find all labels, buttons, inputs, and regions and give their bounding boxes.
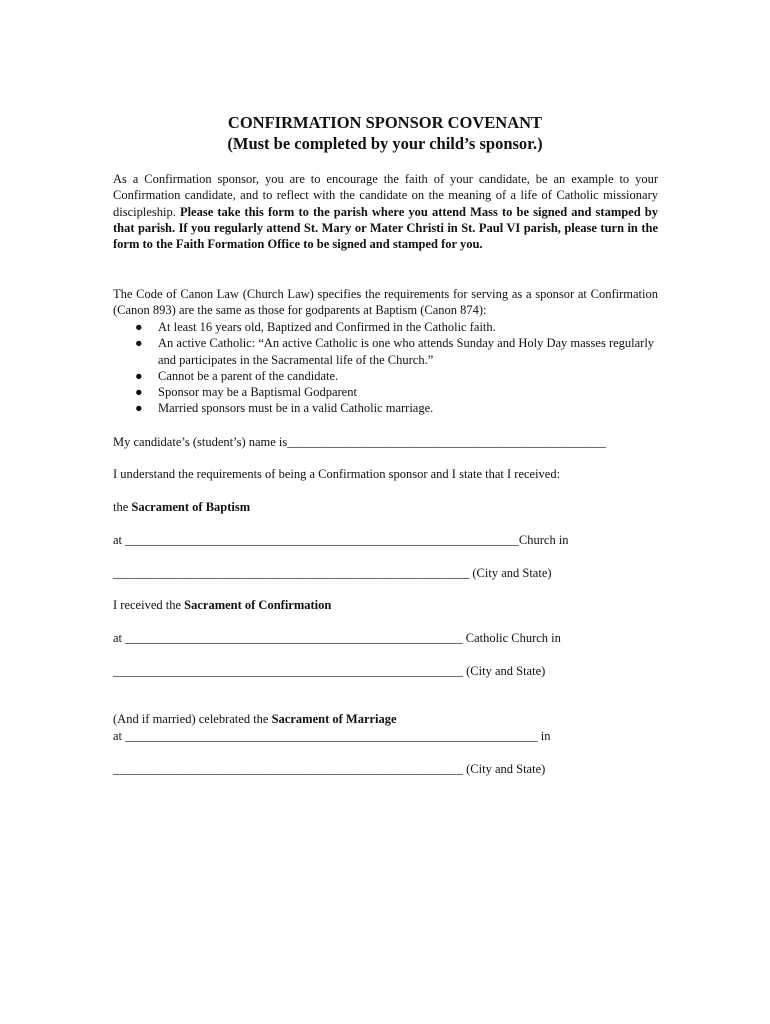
canon-paragraph: The Code of Canon Law (Church Law) specifies the requirements for serving as a sponsor at Confirmation (Canon 893) are the same as those for godparents at Baptism (Canon 874): bbox=[113, 287, 658, 318]
marriage-heading: (And if married) celebrated the Sacrament of Marriage bbox=[113, 712, 397, 726]
requirement-text: At least 16 years old, Baptized and Confirmed in the Catholic faith. bbox=[158, 320, 496, 334]
list-item bbox=[113, 384, 658, 400]
confirmation-label: Sacrament of Confirmation bbox=[184, 598, 332, 612]
understand-statement: I understand the requirements of being a Confirmation sponsor and I state that I received: bbox=[113, 467, 561, 481]
list-item bbox=[113, 335, 658, 368]
marriage-label: Sacrament of Marriage bbox=[271, 712, 397, 726]
intro-paragraph bbox=[113, 171, 658, 252]
list-item bbox=[113, 319, 658, 335]
baptism-church-field[interactable]: at _______________________________________________________________Church in bbox=[113, 533, 569, 547]
requirement-text: Cannot be a parent of the candidate. bbox=[158, 368, 339, 383]
list-item bbox=[113, 400, 658, 416]
document-subtitle: (Must be completed by your child’s sponsor.) bbox=[227, 134, 543, 153]
bullet-icon: ● bbox=[135, 385, 143, 400]
candidate-name-field[interactable]: My candidate’s (student’s) name is___________________________________________________ bbox=[113, 435, 607, 449]
requirements-list bbox=[113, 319, 658, 417]
baptism-heading: the Sacrament of Baptism bbox=[113, 500, 251, 514]
document-title: CONFIRMATION SPONSOR COVENANT bbox=[227, 113, 543, 132]
bullet-icon: ● bbox=[135, 401, 143, 416]
confirmation-church-field[interactable]: at ______________________________________________________ Catholic Church in bbox=[113, 631, 561, 645]
requirement-text: Married sponsors must be in a valid Catholic marriage. bbox=[158, 401, 434, 416]
marriage-church-field[interactable]: at __________________________________________________________________ in bbox=[113, 729, 551, 743]
requirement-text: An active Catholic: “An active Catholic is one who attends Sunday and Holy Day masses regularly and participates in the Sacramental life of the Church.” bbox=[158, 336, 655, 367]
bullet-icon: ● bbox=[135, 368, 143, 383]
intro-text: As a Confirmation sponsor, you are to encourage the faith of your candidate, be an example to your Confirmation candidate, and to reflect with the candidate on the meaning of a life of Catholic missionary discipleship. bbox=[113, 172, 658, 219]
list-item bbox=[113, 368, 658, 384]
bullet-icon: ● bbox=[135, 336, 143, 351]
baptism-city-field[interactable]: _________________________________________________________ (City and State) bbox=[113, 566, 552, 580]
confirmation-city-field[interactable]: ________________________________________________________ (City and State) bbox=[113, 664, 546, 678]
requirement-text: Sponsor may be a Baptismal Godparent bbox=[158, 385, 357, 400]
bullet-icon: ● bbox=[135, 320, 143, 334]
baptism-label: Sacrament of Baptism bbox=[131, 500, 251, 514]
marriage-city-field[interactable]: ________________________________________________________ (City and State) bbox=[113, 762, 546, 776]
confirmation-heading: I received the Sacrament of Confirmation bbox=[113, 598, 332, 612]
intro-instructions: Please take this form to the parish where you attend Mass to be signed and stamped by that parish. If you regularly attend St. Mary or Mater Christi in St. Paul VI parish, please turn in the form to the Faith Formation Office to be signed and stamped for you. bbox=[113, 204, 658, 252]
